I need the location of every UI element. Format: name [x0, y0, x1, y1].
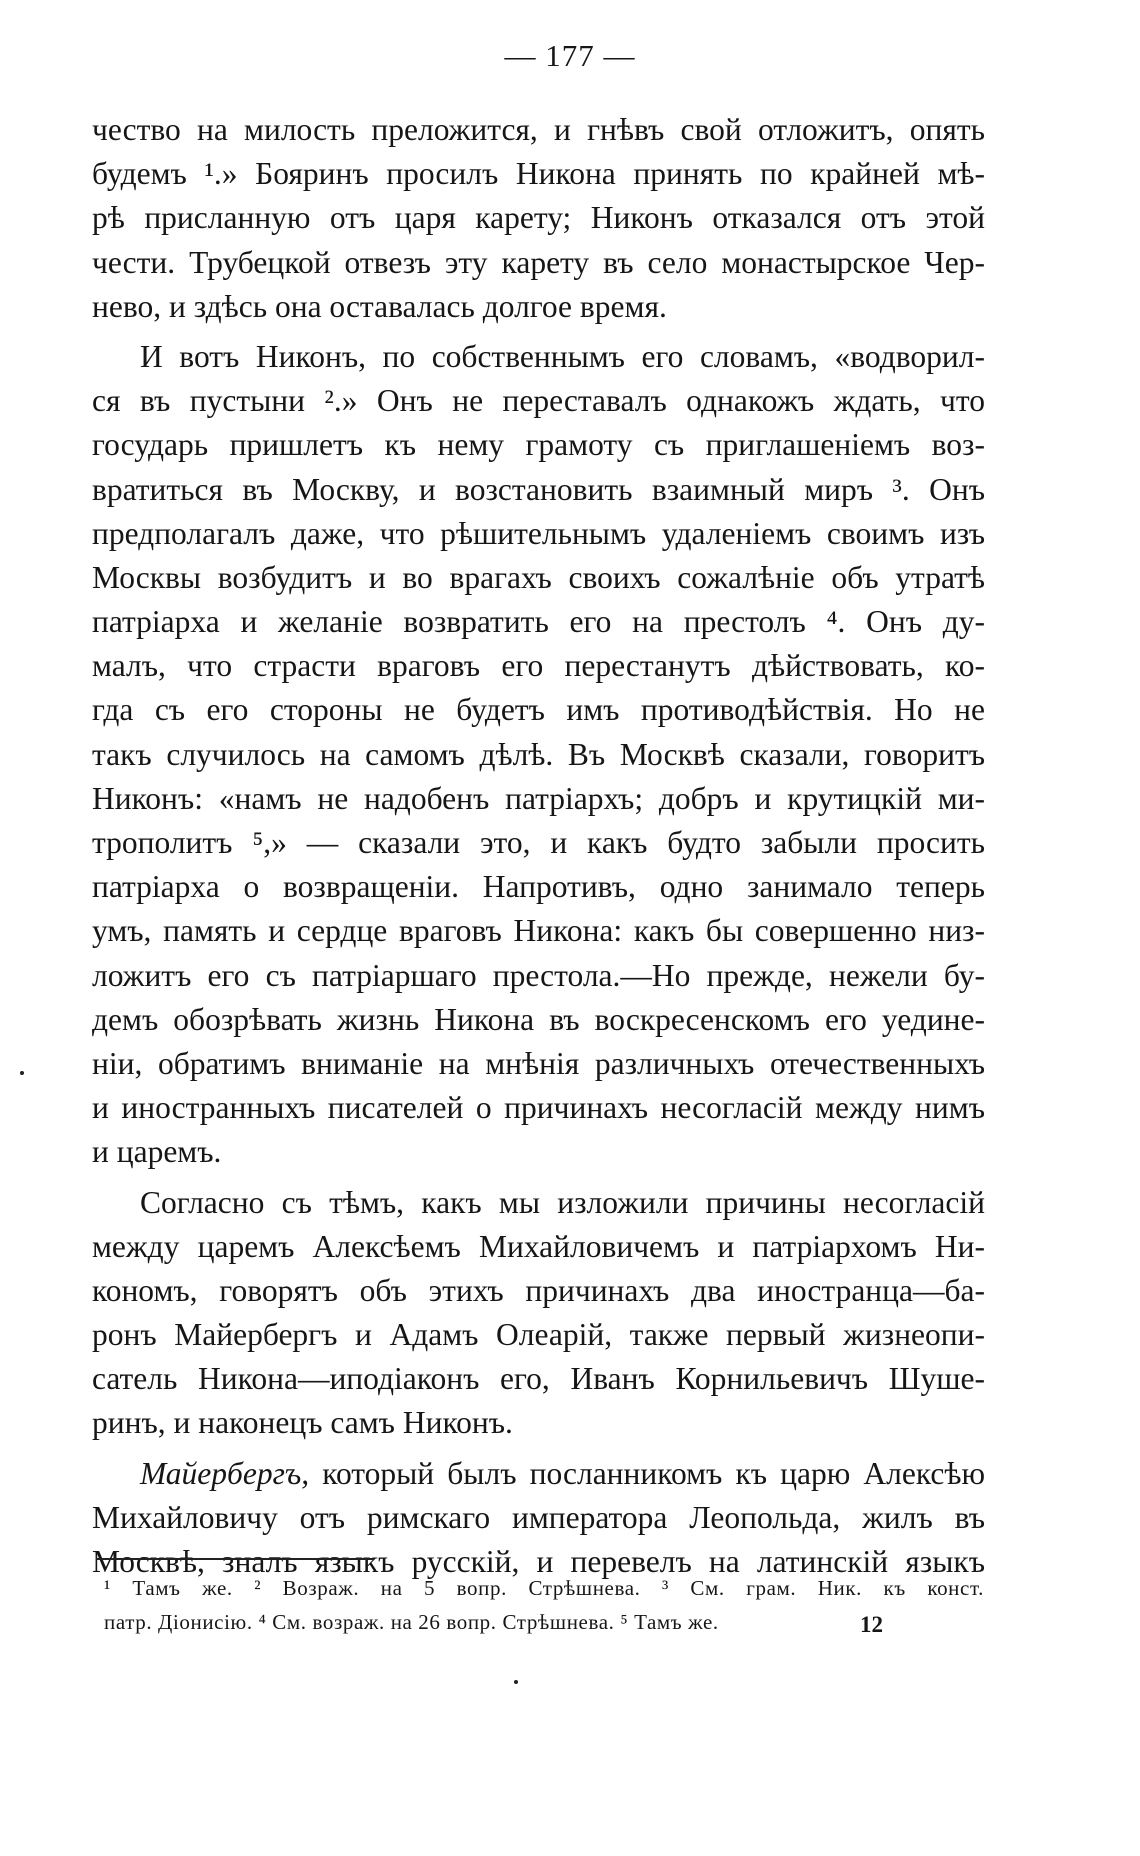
text-line: патріарха и желаніе возвратить его на престолъ ⁴. Онъ ду- [92, 604, 985, 640]
text-line: ронъ Майербергъ и Адамъ Олеарій, также первый жизнеопи- [92, 1317, 985, 1353]
signature-mark: 12 [860, 1612, 883, 1637]
text-line: будемъ ¹.» Бояринъ просилъ Никона принять по крайней мѣ- [92, 156, 985, 192]
text-line: нево, и здѣсь она оставалась долгое время. [92, 288, 667, 324]
text-line: малъ, что страсти враговъ его перестанутъ дѣйствовать, ко- [92, 648, 985, 684]
text-line: Москвѣ, зналъ языкъ русскій, и перевелъ на латинскій языкъ [92, 1544, 985, 1579]
text-line: Москвы возбудитъ и во врагахъ своихъ сожалѣніе объ утратѣ [92, 559, 985, 595]
text-line: ся въ пустыни ².» Онъ не переставалъ однакожъ ждать, что [92, 383, 985, 419]
body-text [92, 108, 985, 1584]
text-line: чести. Трубецкой отвезъ эту карету въ село монастырское Чер- [92, 244, 985, 280]
text-line: патріарха о возвращеніи. Напротивъ, одно занимало теперь [92, 869, 985, 905]
text-line: и иностранныхъ писателей о причинахъ несогласій между нимъ [92, 1090, 985, 1126]
text-line: государь пришлетъ къ нему грамоту съ приглашеніемъ воз- [92, 427, 985, 463]
text-line: гда съ его стороны не будетъ имъ противодѣйствія. Но не [92, 692, 985, 728]
text-line: трополитъ ⁵,» — сказали это, и какъ будто забыли просить [92, 825, 985, 860]
text-line: ринъ, и наконецъ самъ Никонъ. [92, 1405, 513, 1441]
text-line: чество на милость преложится, и гнѣвъ свой отложитъ, опять [92, 112, 985, 147]
speck [20, 1071, 24, 1075]
italic-name: Майербергъ, [140, 1455, 310, 1491]
text-line: демъ обозрѣвать жизнь Никона въ воскресенскомъ его уедине- [92, 1001, 985, 1037]
text-line: такъ случилось на самомъ дѣлѣ. Въ Москвѣ сказали, говоритъ [92, 736, 985, 772]
text-line: между царемъ Алексѣемъ Михайловичемъ и патріархомъ Ни- [92, 1228, 985, 1264]
text-line [92, 1452, 985, 1496]
footnotes [104, 1571, 984, 1639]
text-line: вратиться въ Москву, и возстановить взаимный миръ ³. Онъ [92, 471, 985, 507]
footnote-line: патр. Діонисію. ⁴ См. возраж. на 26 вопр. Стрѣшнева. ⁵ Тамъ же. [104, 1610, 719, 1634]
text-line: рѣ присланную отъ царя карету; Никонъ отказался отъ этой [92, 200, 985, 236]
text-fragment: который былъ посланникомъ къ царю Алексѣю [309, 1455, 985, 1491]
footnote-divider [96, 1558, 374, 1560]
text-line: И вотъ Никонъ, по собственнымъ его словамъ, «водворил- [140, 338, 985, 374]
text-line: и царемъ. [92, 1134, 222, 1170]
text-line: Согласно съ тѣмъ, какъ мы изложили причины несогласій [140, 1184, 985, 1220]
text-line: кономъ, говорятъ объ этихъ причинахъ два иностранца—ба- [92, 1272, 985, 1308]
speck [514, 1680, 518, 1684]
text-line: умъ, память и сердце враговъ Никона: какъ бы совершенно низ- [92, 913, 985, 949]
text-line: Никонъ: «намъ не надобенъ патріархъ; добръ и крутицкій ми- [92, 780, 985, 816]
text-line: предполагалъ даже, что рѣшительнымъ удаленіемъ своимъ изъ [92, 515, 985, 551]
footnote-line: ¹ Тамъ же. ² Возраж. на 5 вопр. Стрѣшнева. ³ См. грам. Ник. къ конст. [104, 1576, 984, 1600]
text-line: сатель Никона—иподіаконъ его, Иванъ Корнильевичъ Шуше- [92, 1361, 985, 1397]
text-line: ніи, обратимъ вниманіе на мнѣнія различныхъ отечественныхъ [92, 1045, 985, 1081]
page-number: — 177 — [504, 38, 636, 73]
text-line: Михайловичу отъ римскаго императора Леопольда, жилъ въ [92, 1499, 985, 1535]
text-line: ложитъ его съ патріаршаго престола.—Но прежде, нежели бу- [92, 957, 985, 993]
